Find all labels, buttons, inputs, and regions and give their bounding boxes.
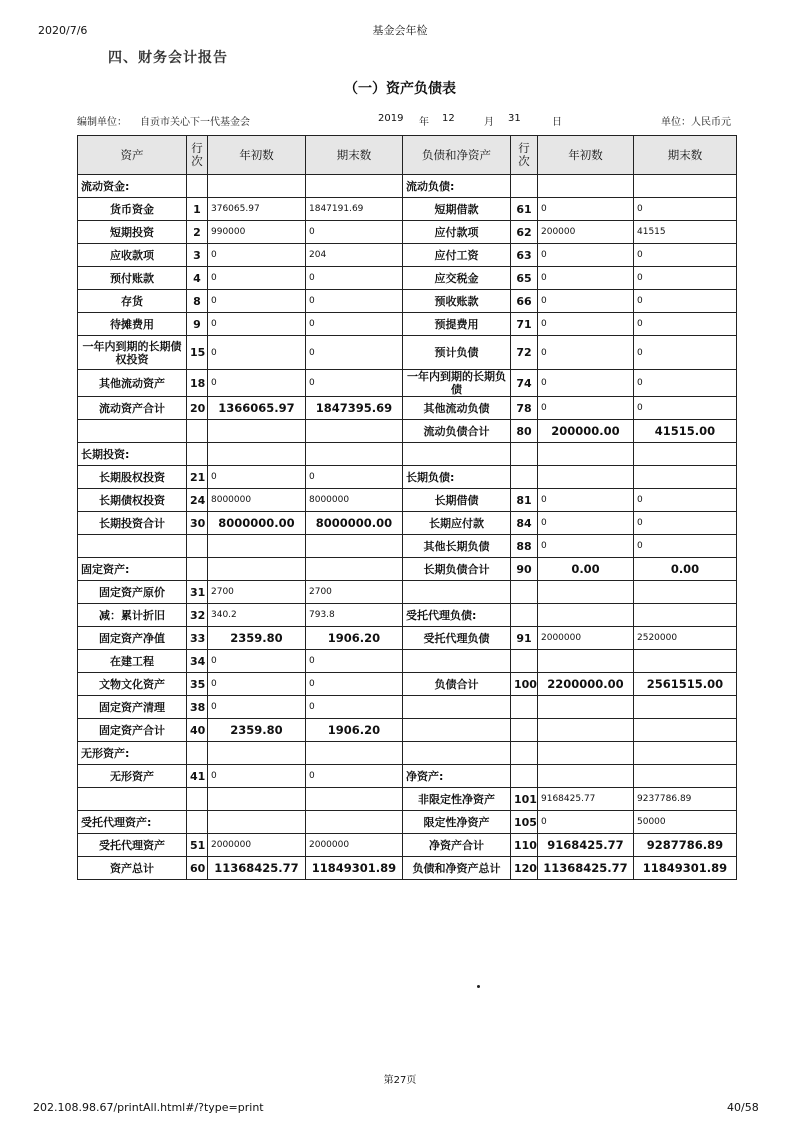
- empty-cell: [187, 811, 208, 834]
- empty-cell: [634, 466, 737, 489]
- liability-beginning-value: 0: [538, 244, 634, 267]
- liability-ending-value: 0: [634, 489, 737, 512]
- balance-sheet-body: [78, 175, 737, 880]
- asset-line-number: 18: [187, 370, 208, 397]
- liability-category: 流动负债:: [403, 175, 511, 198]
- empty-cell: [511, 604, 538, 627]
- table-row: [78, 788, 737, 811]
- asset-item-name: 无形资产: [78, 765, 187, 788]
- liability-line-number: 61: [511, 198, 538, 221]
- asset-line-number: 3: [187, 244, 208, 267]
- empty-cell: [187, 788, 208, 811]
- empty-cell: [208, 443, 306, 466]
- print-date: 2020/7/6: [38, 24, 88, 37]
- asset-ending-value: 793.8: [306, 604, 403, 627]
- table-row: [78, 535, 737, 558]
- asset-item-name: 长期债权投资: [78, 489, 187, 512]
- print-url: 202.108.98.67/printAll.html#/?type=print: [33, 1101, 264, 1114]
- asset-line-number: 9: [187, 313, 208, 336]
- asset-item-name: 文物文化资产: [78, 673, 187, 696]
- table-row: [78, 765, 737, 788]
- liability-line-number: 71: [511, 313, 538, 336]
- liability-line-number: 110: [511, 834, 538, 857]
- asset-beginning-value: 0: [208, 267, 306, 290]
- table-row: [78, 811, 737, 834]
- liability-item-name: 流动负债合计: [403, 420, 511, 443]
- asset-beginning-value: 2000000: [208, 834, 306, 857]
- col-header-line-no: 行次: [511, 136, 538, 175]
- liability-item-name: 短期借款: [403, 198, 511, 221]
- empty-cell: [538, 765, 634, 788]
- asset-ending-value: 2000000: [306, 834, 403, 857]
- empty-cell: [538, 466, 634, 489]
- asset-ending-value: 1906.20: [306, 719, 403, 742]
- empty-cell: [208, 535, 306, 558]
- empty-cell: [187, 175, 208, 198]
- empty-cell: [208, 420, 306, 443]
- asset-ending-value: 2700: [306, 581, 403, 604]
- liability-beginning-value: 0: [538, 290, 634, 313]
- asset-item-name: 其他流动资产: [78, 370, 187, 397]
- asset-ending-value: 0: [306, 221, 403, 244]
- asset-beginning-value: 8000000.00: [208, 512, 306, 535]
- empty-cell: [634, 742, 737, 765]
- asset-ending-value: 11849301.89: [306, 857, 403, 880]
- empty-cell: [78, 788, 187, 811]
- liability-line-number: 66: [511, 290, 538, 313]
- table-row: [78, 221, 737, 244]
- asset-beginning-value: 0: [208, 650, 306, 673]
- asset-beginning-value: 2700: [208, 581, 306, 604]
- empty-cell: [208, 788, 306, 811]
- empty-cell: [306, 788, 403, 811]
- asset-beginning-value: 0: [208, 673, 306, 696]
- asset-beginning-value: 2359.80: [208, 627, 306, 650]
- asset-beginning-value: 0: [208, 290, 306, 313]
- liability-item-name: 应付款项: [403, 221, 511, 244]
- liability-line-number: 63: [511, 244, 538, 267]
- asset-ending-value: 1847395.69: [306, 397, 403, 420]
- empty-cell: [306, 742, 403, 765]
- col-header-liabilities: 负债和净资产: [403, 136, 511, 175]
- table-row: [78, 512, 737, 535]
- asset-ending-value: 8000000.00: [306, 512, 403, 535]
- liability-beginning-value: 0.00: [538, 558, 634, 581]
- asset-item-name: 流动资产合计: [78, 397, 187, 420]
- asset-beginning-value: 11368425.77: [208, 857, 306, 880]
- asset-item-name: 资产总计: [78, 857, 187, 880]
- liability-ending-value: 9237786.89: [634, 788, 737, 811]
- table-row: [78, 244, 737, 267]
- table-row: [78, 313, 737, 336]
- liability-ending-value: 11849301.89: [634, 857, 737, 880]
- asset-line-number: 30: [187, 512, 208, 535]
- liability-item-name: 其他长期负债: [403, 535, 511, 558]
- empty-cell: [511, 175, 538, 198]
- empty-cell: [187, 558, 208, 581]
- liability-ending-value: 0: [634, 313, 737, 336]
- empty-cell: [538, 742, 634, 765]
- asset-line-number: 15: [187, 336, 208, 370]
- liability-ending-value: 0: [634, 290, 737, 313]
- liability-item-name: 受托代理负债: [403, 627, 511, 650]
- asset-ending-value: 0: [306, 673, 403, 696]
- table-row: [78, 696, 737, 719]
- liability-beginning-value: 0: [538, 198, 634, 221]
- liability-beginning-value: 0: [538, 336, 634, 370]
- asset-line-number: 41: [187, 765, 208, 788]
- stray-mark: [477, 985, 480, 988]
- asset-item-name: 长期股权投资: [78, 466, 187, 489]
- liability-beginning-value: 200000: [538, 221, 634, 244]
- liability-item-name: 负债和净资产总计: [403, 857, 511, 880]
- asset-ending-value: 0: [306, 313, 403, 336]
- liability-line-number: 62: [511, 221, 538, 244]
- asset-item-name: 货币资金: [78, 198, 187, 221]
- asset-ending-value: 1906.20: [306, 627, 403, 650]
- empty-cell: [538, 581, 634, 604]
- asset-ending-value: 0: [306, 466, 403, 489]
- day-char: 日: [552, 117, 562, 128]
- table-row: [78, 175, 737, 198]
- liability-line-number: 78: [511, 397, 538, 420]
- liability-item-name: 一年内到期的长期负债: [403, 370, 511, 397]
- liability-line-number: 100: [511, 673, 538, 696]
- liability-line-number: 81: [511, 489, 538, 512]
- table-header-row: [78, 136, 737, 175]
- table-row: [78, 834, 737, 857]
- balance-sheet-table: [77, 135, 737, 880]
- liability-ending-value: 0.00: [634, 558, 737, 581]
- table-row: [78, 420, 737, 443]
- empty-cell: [634, 443, 737, 466]
- table-row: [78, 466, 737, 489]
- empty-cell: [511, 696, 538, 719]
- empty-cell: [634, 719, 737, 742]
- empty-cell: [634, 604, 737, 627]
- empty-cell: [208, 742, 306, 765]
- liability-ending-value: 0: [634, 370, 737, 397]
- table-row: [78, 650, 737, 673]
- liability-line-number: 84: [511, 512, 538, 535]
- empty-cell: [187, 420, 208, 443]
- asset-item-name: 受托代理资产: [78, 834, 187, 857]
- empty-cell: [511, 742, 538, 765]
- liability-item-name: 负债合计: [403, 673, 511, 696]
- liability-line-number: 91: [511, 627, 538, 650]
- asset-beginning-value: 2359.80: [208, 719, 306, 742]
- empty-cell: [187, 535, 208, 558]
- liability-item-name: 长期负债合计: [403, 558, 511, 581]
- liability-ending-value: 0: [634, 198, 737, 221]
- asset-ending-value: 0: [306, 696, 403, 719]
- asset-beginning-value: 0: [208, 336, 306, 370]
- table-title: （一）资产负债表: [344, 81, 456, 97]
- empty-cell: [306, 535, 403, 558]
- liability-item-name: 限定性净资产: [403, 811, 511, 834]
- liability-ending-value: 0: [634, 535, 737, 558]
- table-row: [78, 489, 737, 512]
- liability-line-number: 74: [511, 370, 538, 397]
- liability-item-name: 非限定性净资产: [403, 788, 511, 811]
- table-row: [78, 719, 737, 742]
- liability-beginning-value: 0: [538, 535, 634, 558]
- table-row: [78, 627, 737, 650]
- currency-unit: 单位：人民币元: [661, 117, 731, 128]
- liability-ending-value: 0: [634, 267, 737, 290]
- col-header-ending: 期末数: [634, 136, 737, 175]
- asset-beginning-value: 0: [208, 370, 306, 397]
- asset-ending-value: 0: [306, 267, 403, 290]
- asset-category: 固定资产:: [78, 558, 187, 581]
- liability-beginning-value: 0: [538, 397, 634, 420]
- empty-cell: [634, 696, 737, 719]
- empty-cell: [538, 175, 634, 198]
- asset-line-number: 60: [187, 857, 208, 880]
- asset-beginning-value: 0: [208, 765, 306, 788]
- asset-item-name: 固定资产合计: [78, 719, 187, 742]
- liability-line-number: 80: [511, 420, 538, 443]
- liability-item-name: 应付工资: [403, 244, 511, 267]
- liability-ending-value: 0: [634, 336, 737, 370]
- liability-line-number: 105: [511, 811, 538, 834]
- empty-cell: [208, 175, 306, 198]
- asset-line-number: 38: [187, 696, 208, 719]
- liability-beginning-value: 0: [538, 267, 634, 290]
- empty-cell: [634, 581, 737, 604]
- asset-line-number: 34: [187, 650, 208, 673]
- liability-item-name: 应交税金: [403, 267, 511, 290]
- month-char: 月: [484, 117, 494, 128]
- empty-cell: [403, 742, 511, 765]
- empty-cell: [538, 696, 634, 719]
- empty-cell: [511, 719, 538, 742]
- table-row: [78, 581, 737, 604]
- asset-line-number: 31: [187, 581, 208, 604]
- asset-line-number: 20: [187, 397, 208, 420]
- asset-beginning-value: 340.2: [208, 604, 306, 627]
- liability-ending-value: 41515: [634, 221, 737, 244]
- asset-ending-value: 8000000: [306, 489, 403, 512]
- asset-ending-value: 0: [306, 370, 403, 397]
- liability-line-number: 88: [511, 535, 538, 558]
- liability-beginning-value: 2000000: [538, 627, 634, 650]
- col-header-beginning: 年初数: [208, 136, 306, 175]
- asset-category: 受托代理资产:: [78, 811, 187, 834]
- table-row: [78, 397, 737, 420]
- asset-line-number: 8: [187, 290, 208, 313]
- empty-cell: [511, 765, 538, 788]
- asset-ending-value: 204: [306, 244, 403, 267]
- asset-beginning-value: 0: [208, 313, 306, 336]
- asset-line-number: 2: [187, 221, 208, 244]
- empty-cell: [511, 650, 538, 673]
- liability-item-name: 预计负债: [403, 336, 511, 370]
- table-row: [78, 857, 737, 880]
- page-number: 第27页: [383, 1075, 417, 1086]
- asset-item-name: 固定资产净值: [78, 627, 187, 650]
- asset-ending-value: 0: [306, 336, 403, 370]
- empty-cell: [208, 558, 306, 581]
- report-month: 12: [442, 113, 455, 124]
- liability-ending-value: 2561515.00: [634, 673, 737, 696]
- asset-category: 流动资金:: [78, 175, 187, 198]
- table-row: [78, 742, 737, 765]
- liability-line-number: 101: [511, 788, 538, 811]
- col-header-beginning: 年初数: [538, 136, 634, 175]
- asset-beginning-value: 990000: [208, 221, 306, 244]
- asset-line-number: 24: [187, 489, 208, 512]
- table-row: [78, 370, 737, 397]
- asset-item-name: 待摊费用: [78, 313, 187, 336]
- liability-line-number: 90: [511, 558, 538, 581]
- liability-item-name: 预收账款: [403, 290, 511, 313]
- empty-cell: [403, 443, 511, 466]
- liability-ending-value: 0: [634, 397, 737, 420]
- empty-cell: [208, 811, 306, 834]
- report-day: 31: [508, 113, 521, 124]
- asset-item-name: 固定资产原价: [78, 581, 187, 604]
- empty-cell: [634, 765, 737, 788]
- asset-beginning-value: 1366065.97: [208, 397, 306, 420]
- empty-cell: [511, 443, 538, 466]
- empty-cell: [306, 443, 403, 466]
- liability-item-name: 长期应付款: [403, 512, 511, 535]
- asset-item-name: 应收款项: [78, 244, 187, 267]
- asset-item-name: 存货: [78, 290, 187, 313]
- asset-item-name: 固定资产清理: [78, 696, 187, 719]
- asset-line-number: 40: [187, 719, 208, 742]
- empty-cell: [306, 558, 403, 581]
- empty-cell: [538, 719, 634, 742]
- liability-beginning-value: 9168425.77: [538, 788, 634, 811]
- asset-item-name: 长期投资合计: [78, 512, 187, 535]
- col-header-assets: 资产: [78, 136, 187, 175]
- empty-cell: [634, 650, 737, 673]
- asset-category: 长期投资:: [78, 443, 187, 466]
- empty-cell: [403, 581, 511, 604]
- liability-item-name: 其他流动负债: [403, 397, 511, 420]
- col-header-ending: 期末数: [306, 136, 403, 175]
- empty-cell: [306, 811, 403, 834]
- asset-line-number: 1: [187, 198, 208, 221]
- year-char: 年: [419, 117, 429, 128]
- asset-beginning-value: 0: [208, 696, 306, 719]
- liability-beginning-value: 0: [538, 370, 634, 397]
- table-row: [78, 443, 737, 466]
- asset-ending-value: 0: [306, 765, 403, 788]
- report-year: 2019: [378, 113, 404, 124]
- asset-ending-value: 0: [306, 290, 403, 313]
- liability-beginning-value: 9168425.77: [538, 834, 634, 857]
- table-row: [78, 198, 737, 221]
- empty-cell: [511, 581, 538, 604]
- asset-line-number: 4: [187, 267, 208, 290]
- table-row: [78, 673, 737, 696]
- empty-cell: [306, 175, 403, 198]
- asset-ending-value: 1847191.69: [306, 198, 403, 221]
- asset-item-name: 在建工程: [78, 650, 187, 673]
- empty-cell: [403, 696, 511, 719]
- asset-beginning-value: 0: [208, 466, 306, 489]
- empty-cell: [187, 742, 208, 765]
- liability-beginning-value: 0: [538, 489, 634, 512]
- liability-beginning-value: 11368425.77: [538, 857, 634, 880]
- liability-category: 长期负债:: [403, 466, 511, 489]
- asset-item-name: 短期投资: [78, 221, 187, 244]
- empty-cell: [306, 420, 403, 443]
- empty-cell: [78, 420, 187, 443]
- liability-beginning-value: 2200000.00: [538, 673, 634, 696]
- table-row: [78, 558, 737, 581]
- liability-category: 净资产:: [403, 765, 511, 788]
- liability-beginning-value: 0: [538, 512, 634, 535]
- asset-item-name: 一年内到期的长期债权投资: [78, 336, 187, 370]
- empty-cell: [403, 650, 511, 673]
- liability-ending-value: 41515.00: [634, 420, 737, 443]
- liability-item-name: 预提费用: [403, 313, 511, 336]
- empty-cell: [538, 604, 634, 627]
- section-title: 四、财务会计报告: [108, 50, 228, 66]
- asset-line-number: 51: [187, 834, 208, 857]
- empty-cell: [511, 466, 538, 489]
- table-row: [78, 267, 737, 290]
- liability-beginning-value: 0: [538, 811, 634, 834]
- col-header-line-no: 行次: [187, 136, 208, 175]
- liability-item-name: 长期借债: [403, 489, 511, 512]
- liability-ending-value: 50000: [634, 811, 737, 834]
- liability-line-number: 120: [511, 857, 538, 880]
- asset-line-number: 21: [187, 466, 208, 489]
- asset-ending-value: 0: [306, 650, 403, 673]
- asset-line-number: 32: [187, 604, 208, 627]
- empty-cell: [538, 443, 634, 466]
- liability-ending-value: 0: [634, 244, 737, 267]
- empty-cell: [403, 719, 511, 742]
- asset-line-number: 35: [187, 673, 208, 696]
- liability-line-number: 72: [511, 336, 538, 370]
- table-row: [78, 336, 737, 370]
- asset-beginning-value: 8000000: [208, 489, 306, 512]
- asset-category: 无形资产:: [78, 742, 187, 765]
- table-row: [78, 290, 737, 313]
- asset-beginning-value: 0: [208, 244, 306, 267]
- liability-ending-value: 2520000: [634, 627, 737, 650]
- liability-beginning-value: 0: [538, 313, 634, 336]
- print-page-count: 40/58: [727, 1101, 759, 1114]
- liability-category: 受托代理负债:: [403, 604, 511, 627]
- asset-line-number: 33: [187, 627, 208, 650]
- liability-item-name: 净资产合计: [403, 834, 511, 857]
- liability-ending-value: 0: [634, 512, 737, 535]
- empty-cell: [78, 535, 187, 558]
- liability-line-number: 65: [511, 267, 538, 290]
- empty-cell: [634, 175, 737, 198]
- table-row: [78, 604, 737, 627]
- asset-item-name: 减：累计折旧: [78, 604, 187, 627]
- empty-cell: [538, 650, 634, 673]
- unit-name: 自贡市关心下一代基金会: [140, 117, 250, 128]
- print-header-title: 基金会年检: [372, 24, 428, 37]
- liability-beginning-value: 200000.00: [538, 420, 634, 443]
- empty-cell: [187, 443, 208, 466]
- asset-item-name: 预付账款: [78, 267, 187, 290]
- asset-beginning-value: 376065.97: [208, 198, 306, 221]
- unit-label: 编制单位：: [77, 117, 127, 128]
- liability-ending-value: 9287786.89: [634, 834, 737, 857]
